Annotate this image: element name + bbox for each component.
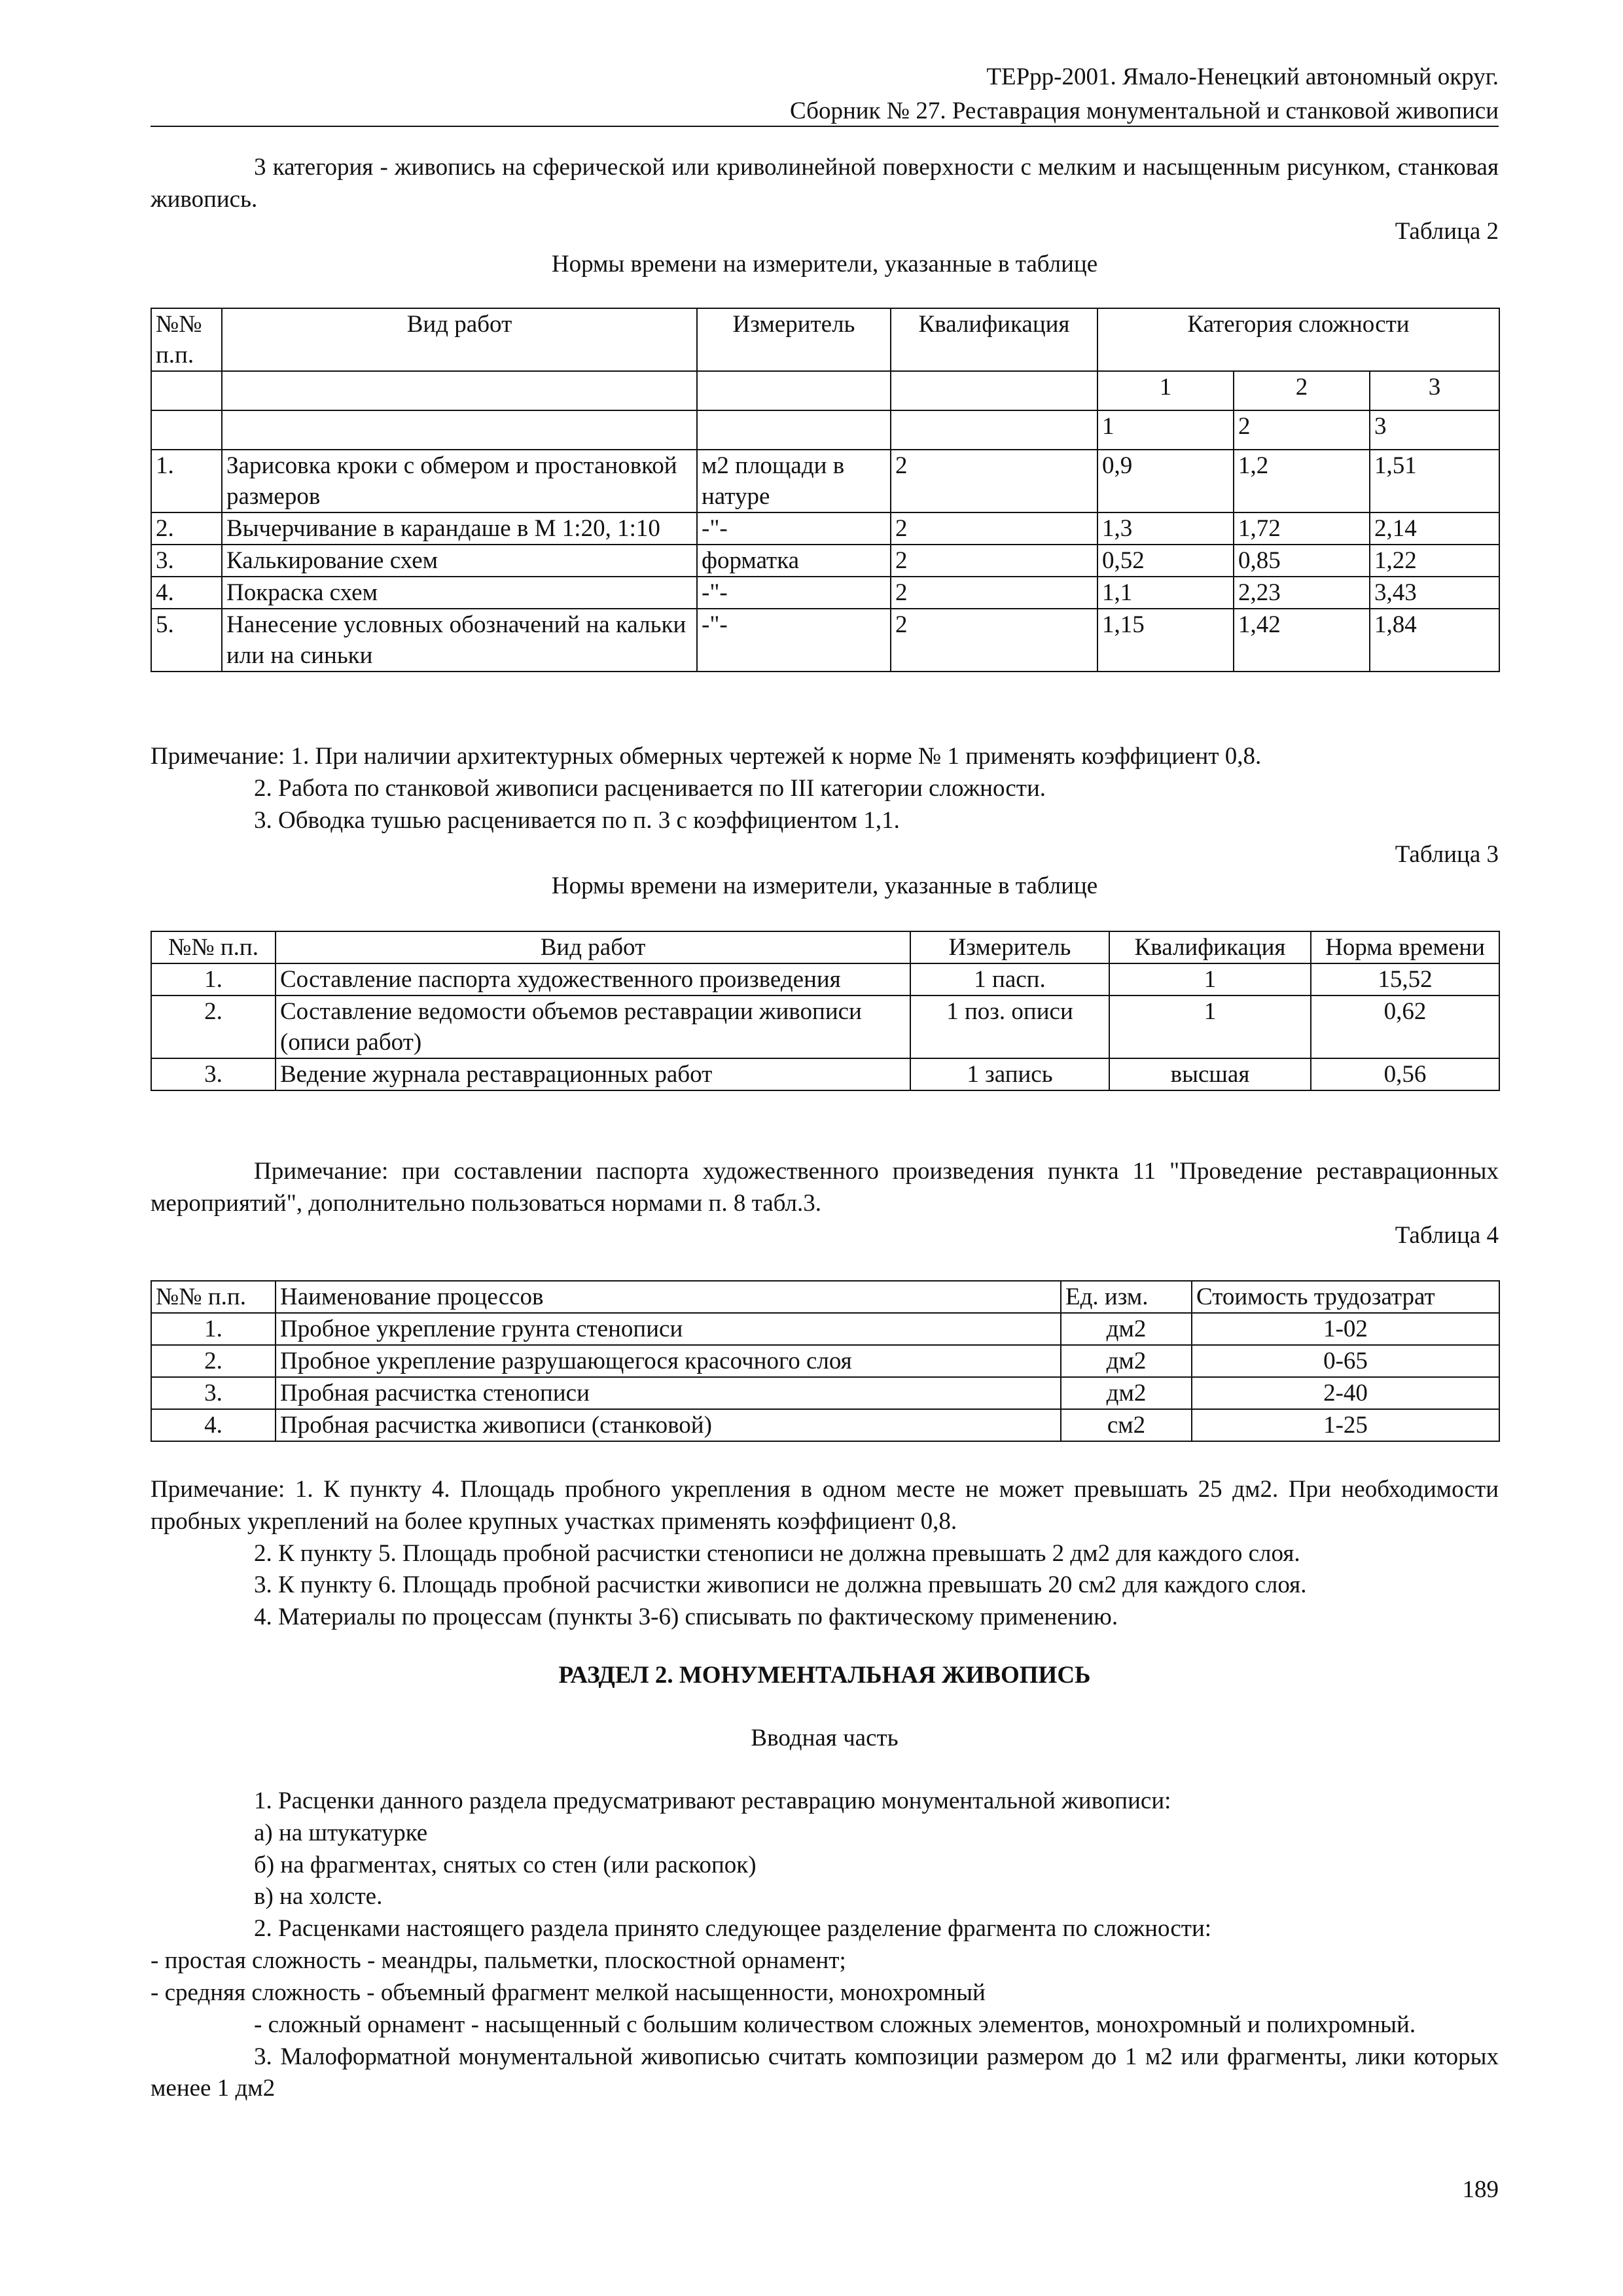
list-item: б) на фрагментах, снятых со стен (или раскопок)	[254, 1851, 757, 1878]
list-item: а) на штукатурке	[254, 1819, 428, 1846]
section-2-title: РАЗДЕЛ 2. МОНУМЕНТАЛЬНАЯ ЖИВОПИСЬ	[558, 1662, 1091, 1689]
category-label: 1	[1097, 410, 1234, 450]
section-2-body	[151, 1785, 1499, 2105]
note-line: 3. Обводка тушью расценивается по п. 3 с коэффициентом 1,1.	[254, 806, 900, 834]
header-line-1: ТЕРрр-2001. Ямало-Ненецкий автономный округ.	[986, 63, 1499, 90]
header-category: Категория сложности	[1097, 308, 1499, 371]
table-row: 4. Пробная расчистка живописи (станковой) см2 1-25	[151, 1409, 1499, 1441]
table-3-caption: Нормы времени на измерители, указанные в таблице	[551, 872, 1098, 899]
note-line: Примечание: 1. К пункту 4. Площадь пробного укрепления в одном месте не может превышать 25 дм2. При необходимости пробных укреплений на более крупных участках применять коэффициент 0,8.	[151, 1476, 1499, 1535]
table-row: 1. Составление паспорта художественного произведения 1 пасп. 1 15,52	[151, 963, 1499, 996]
note-line: 3. К пункту 6. Площадь пробной расчистки живописи не должна превышать 20 см2 для каждого слоя.	[254, 1571, 1307, 1599]
table-row: 1. Зарисовка кроки с обмером и простановкой размеров м2 площади в натуре 2 0,9 1,2 1,51	[151, 450, 1499, 512]
table-3-note: Примечание: при составлении паспорта художественного произведения пункта 11 "Проведение реставрационных мероприятий", дополнительно пользоваться нормами п. 8 табл.3.	[151, 1158, 1499, 1217]
header-unit: Измеритель	[697, 308, 891, 371]
table-row: 2. Пробное укрепление разрушающегося красочного слоя дм2 0-65	[151, 1345, 1499, 1377]
list-item: - сложный орнамент - насыщенный с большим количеством сложных элементов, монохромный и полихромный.	[254, 2011, 1416, 2038]
list-item: - простая сложность - меандры, пальметки, плоскостной орнамент;	[151, 1947, 846, 1975]
note-line: 4. Материалы по процессам (пункты 3-6) списывать по фактическому применению.	[254, 1604, 1118, 1631]
header-unit: Ед. изм.	[1061, 1281, 1192, 1313]
header-num: №№ п.п.	[151, 931, 276, 963]
paragraph: 3. Малоформатной монументальной живописью считать композиции размером до 1 м2 или фрагменты, лики которых менее 1 дм2	[151, 2043, 1499, 2102]
header-line-2: Сборник № 27. Реставрация монументальной и станковой живописи	[789, 98, 1499, 124]
category-label: 1	[1097, 371, 1234, 410]
running-header	[151, 60, 1499, 128]
list-item: - средняя сложность - объемный фрагмент мелкой насыщенности, монохромный	[151, 1979, 986, 2006]
table-3-label: Таблица 3	[1395, 841, 1499, 868]
paragraph: 2. Расценками настоящего раздела принято следующее разделение фрагмента по сложности:	[254, 1915, 1212, 1943]
note-line: 2. К пункту 5. Площадь пробной расчистки стенописи не должна превышать 2 дм2 для каждого слоя.	[254, 1539, 1300, 1567]
header-process: Наименование процессов	[276, 1281, 1061, 1313]
table-2-notes	[151, 741, 1499, 836]
table-row: 5. Нанесение условных обозначений на кальки или на синьки -"- 2 1,15 1,42 1,84	[151, 609, 1499, 672]
list-item: в) на холсте.	[254, 1883, 383, 1910]
header-work: Вид работ	[276, 931, 910, 963]
table-row: 3. Ведение журнала реставрационных работ 1 запись высшая 0,56	[151, 1058, 1499, 1090]
table-row: 1. Пробное укрепление грунта стенописи дм2 1-02	[151, 1313, 1499, 1345]
table-3	[151, 931, 1499, 1091]
header-num: №№ п.п.	[151, 308, 222, 371]
header-unit: Измеритель	[910, 931, 1109, 963]
header-qualification: Квалификация	[1109, 931, 1311, 963]
table-4-label: Таблица 4	[1395, 1222, 1499, 1249]
note-line: 2. Работа по станковой живописи расценивается по III категории сложности.	[254, 774, 1046, 802]
table-4-notes	[151, 1474, 1499, 1634]
header-num: №№ п.п.	[151, 1281, 276, 1313]
header-norm: Норма времени	[1311, 931, 1499, 963]
table-row: 3. Калькирование схем форматка 2 0,52 0,85 1,22	[151, 545, 1499, 577]
table-2	[151, 308, 1499, 672]
table-row: 2. Составление ведомости объемов реставрации живописи (описи работ) 1 поз. описи 1 0,62	[151, 996, 1499, 1058]
header-cost: Стоимость трудозатрат	[1192, 1281, 1499, 1313]
header-divider	[151, 126, 1499, 127]
category-label: 2	[1234, 371, 1370, 410]
category-label: 3	[1370, 371, 1499, 410]
table-4	[151, 1280, 1499, 1442]
category-label: 3	[1370, 410, 1499, 450]
page-number: 189	[1462, 2176, 1499, 2203]
table-row: 4. Покраска схем -"- 2 1,1 2,23 3,43	[151, 577, 1499, 609]
section-2-subtitle: Вводная часть	[751, 1725, 899, 1751]
header-qualification: Квалификация	[891, 308, 1097, 371]
table-2-caption: Нормы времени на измерители, указанные в таблице	[551, 251, 1098, 278]
category-label: 2	[1234, 410, 1370, 450]
table-row: 2. Вычерчивание в карандаше в М 1:20, 1:10 -"- 2 1,3 1,72 2,14	[151, 512, 1499, 545]
paragraph: 1. Расценки данного раздела предусматривают реставрацию монументальной живописи:	[254, 1787, 1171, 1814]
table-2-label: Таблица 2	[1395, 218, 1499, 245]
header-work: Вид работ	[222, 308, 697, 371]
note-line: Примечание: 1. При наличии архитектурных обмерных чертежей к норме № 1 применять коэффициент 0,8.	[151, 743, 1262, 770]
table-row: 3. Пробная расчистка стенописи дм2 2-40	[151, 1377, 1499, 1409]
category-3-paragraph: 3 категория - живопись на сферической или криволинейной поверхности с мелким и насыщенным рисунком, станковая живопись.	[151, 154, 1499, 213]
